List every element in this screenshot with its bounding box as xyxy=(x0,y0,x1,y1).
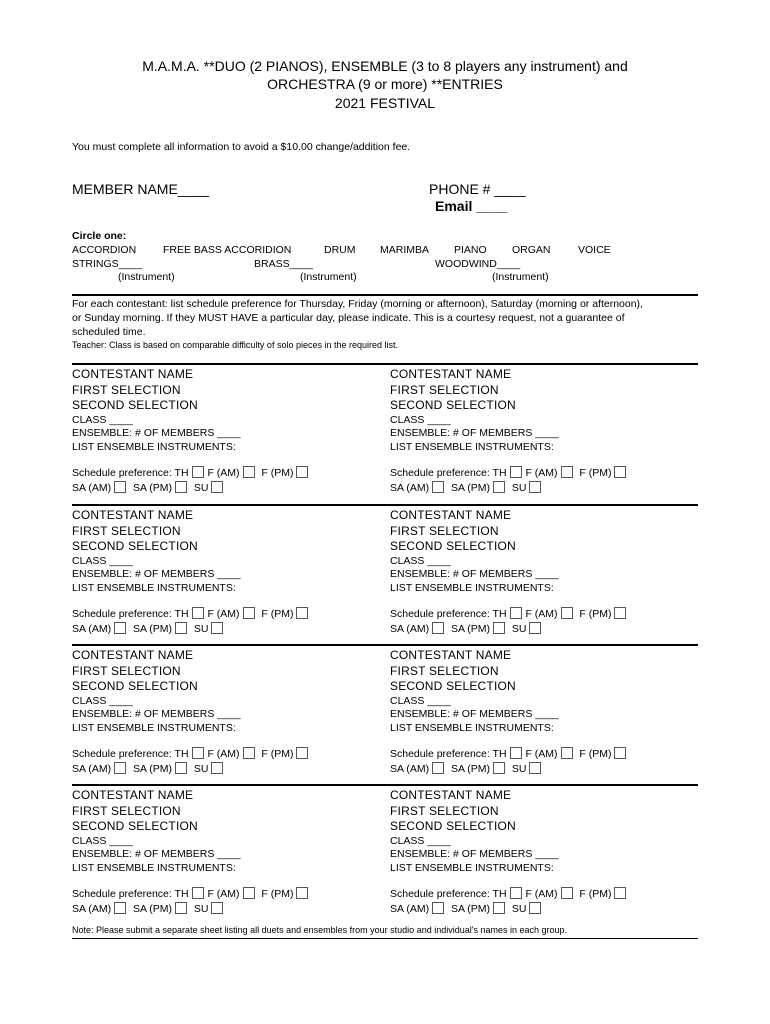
ensemble-instruments-field[interactable]: LIST ENSEMBLE INSTRUMENTS: xyxy=(390,721,554,734)
ensemble-instruments-field[interactable]: LIST ENSEMBLE INSTRUMENTS: xyxy=(390,861,554,874)
schedule-su-label: SU xyxy=(193,622,209,635)
schedule-su-label: SU xyxy=(511,762,527,775)
schedule-th-label: Schedule preference: TH xyxy=(72,608,189,620)
schedule-preference-row-1 xyxy=(390,607,700,622)
second-selection-field[interactable]: SECOND SELECTION xyxy=(72,679,198,693)
schedule-sa-pm-label: SA (PM) xyxy=(132,481,173,494)
ensemble-instruments-field[interactable]: LIST ENSEMBLE INSTRUMENTS: xyxy=(72,440,236,453)
schedule-sa-am-label: SA (AM) xyxy=(390,481,430,494)
ensemble-members-field[interactable]: ENSEMBLE: # OF MEMBERS ____ xyxy=(72,568,241,580)
schedule-su-checkbox[interactable] xyxy=(529,902,541,914)
schedule-preference-row-1 xyxy=(72,466,382,481)
schedule-f-pm-label: F (PM) xyxy=(261,467,294,479)
divider xyxy=(72,644,698,646)
schedule-f-pm-checkbox[interactable] xyxy=(614,466,626,478)
schedule-sa-pm-label: SA (PM) xyxy=(132,902,173,915)
schedule-sa-pm-checkbox[interactable] xyxy=(493,481,505,493)
instructions-line-3: scheduled time. xyxy=(72,326,146,338)
schedule-th-label: Schedule preference: TH xyxy=(390,467,507,479)
instrument-option-voice[interactable]: VOICE xyxy=(578,244,611,256)
contestant-name-field[interactable]: CONTESTANT NAME xyxy=(72,648,194,662)
schedule-preference-row-2 xyxy=(390,622,700,637)
schedule-su-checkbox[interactable] xyxy=(211,902,223,914)
schedule-f-am-checkbox[interactable] xyxy=(561,887,573,899)
schedule-th-checkbox[interactable] xyxy=(510,887,522,899)
schedule-th-label: Schedule preference: TH xyxy=(390,888,507,900)
contestant-entry xyxy=(72,648,382,776)
schedule-f-pm-label: F (PM) xyxy=(261,748,294,760)
instrument-option-organ[interactable]: ORGAN xyxy=(512,244,551,256)
ensemble-members-field[interactable]: ENSEMBLE: # OF MEMBERS ____ xyxy=(390,708,559,720)
schedule-f-am-label: F (AM) xyxy=(207,888,240,900)
ensemble-members-field[interactable]: ENSEMBLE: # OF MEMBERS ____ xyxy=(72,427,241,439)
schedule-f-am-label: F (AM) xyxy=(207,467,240,479)
ensemble-members-field[interactable]: ENSEMBLE: # OF MEMBERS ____ xyxy=(72,848,241,860)
schedule-sa-am-checkbox[interactable] xyxy=(114,902,126,914)
instructions-line-2: or Sunday morning. If they MUST HAVE a particular day, please indicate. This is a courtesy request, not a guarantee of xyxy=(72,312,625,324)
schedule-f-pm-label: F (PM) xyxy=(261,888,294,900)
contestant-name-field[interactable]: CONTESTANT NAME xyxy=(390,508,512,522)
schedule-sa-pm-label: SA (PM) xyxy=(450,902,491,915)
contestant-entry xyxy=(72,367,382,495)
class-field[interactable]: CLASS ____ xyxy=(390,554,451,567)
divider xyxy=(72,363,698,365)
first-selection-field[interactable]: FIRST SELECTION xyxy=(390,663,499,678)
spacer xyxy=(72,454,382,466)
contestant-entry xyxy=(390,788,700,916)
phone-field[interactable]: PHONE # ____ xyxy=(429,181,526,197)
spacer xyxy=(72,595,382,607)
schedule-f-pm-label: F (PM) xyxy=(579,748,612,760)
schedule-su-label: SU xyxy=(511,622,527,635)
schedule-sa-pm-label: SA (PM) xyxy=(450,622,491,635)
ensemble-instruments-field[interactable]: LIST ENSEMBLE INSTRUMENTS: xyxy=(72,721,236,734)
ensemble-members-field[interactable]: ENSEMBLE: # OF MEMBERS ____ xyxy=(72,708,241,720)
spacer xyxy=(390,595,700,607)
schedule-f-am-label: F (AM) xyxy=(207,748,240,760)
divider xyxy=(72,294,698,296)
ensemble-instruments-field[interactable]: LIST ENSEMBLE INSTRUMENTS: xyxy=(72,581,236,594)
teacher-note: Teacher: Class is based on comparable difficulty of solo pieces in the required list. xyxy=(72,340,399,350)
schedule-th-checkbox[interactable] xyxy=(510,607,522,619)
schedule-f-pm-label: F (PM) xyxy=(579,608,612,620)
schedule-th-label: Schedule preference: TH xyxy=(72,467,189,479)
schedule-f-am-checkbox[interactable] xyxy=(243,607,255,619)
class-field[interactable]: CLASS ____ xyxy=(72,413,133,426)
schedule-f-am-label: F (AM) xyxy=(207,608,240,620)
class-field[interactable]: CLASS ____ xyxy=(72,554,133,567)
schedule-f-am-checkbox[interactable] xyxy=(243,747,255,759)
schedule-th-label: Schedule preference: TH xyxy=(390,608,507,620)
schedule-f-am-checkbox[interactable] xyxy=(243,466,255,478)
schedule-su-checkbox[interactable] xyxy=(529,762,541,774)
second-selection-field[interactable]: SECOND SELECTION xyxy=(72,398,198,412)
schedule-f-pm-label: F (PM) xyxy=(261,608,294,620)
spacer xyxy=(72,735,382,747)
schedule-sa-am-checkbox[interactable] xyxy=(432,622,444,634)
schedule-su-label: SU xyxy=(511,481,527,494)
class-field[interactable]: CLASS ____ xyxy=(390,694,451,707)
first-selection-field[interactable]: FIRST SELECTION xyxy=(390,803,499,818)
contestant-name-field[interactable]: CONTESTANT NAME xyxy=(390,367,512,381)
first-selection-field[interactable]: FIRST SELECTION xyxy=(72,523,181,538)
spacer xyxy=(390,875,700,887)
schedule-sa-pm-checkbox[interactable] xyxy=(175,481,187,493)
schedule-preference-row-2 xyxy=(72,481,382,496)
contestant-name-field[interactable]: CONTESTANT NAME xyxy=(72,788,194,802)
schedule-th-label: Schedule preference: TH xyxy=(390,748,507,760)
spacer xyxy=(390,735,700,747)
schedule-su-checkbox[interactable] xyxy=(529,622,541,634)
schedule-sa-am-label: SA (AM) xyxy=(390,902,430,915)
schedule-preference-row-2 xyxy=(72,762,382,777)
second-selection-field[interactable]: SECOND SELECTION xyxy=(72,539,198,553)
second-selection-field[interactable]: SECOND SELECTION xyxy=(390,819,516,833)
first-selection-field[interactable]: FIRST SELECTION xyxy=(72,382,181,397)
schedule-su-label: SU xyxy=(193,902,209,915)
ensemble-instruments-field[interactable]: LIST ENSEMBLE INSTRUMENTS: xyxy=(72,861,236,874)
schedule-sa-pm-checkbox[interactable] xyxy=(175,762,187,774)
schedule-su-label: SU xyxy=(193,481,209,494)
schedule-f-am-label: F (AM) xyxy=(525,608,558,620)
first-selection-field[interactable]: FIRST SELECTION xyxy=(390,523,499,538)
schedule-sa-pm-label: SA (PM) xyxy=(132,622,173,635)
ensemble-members-field[interactable]: ENSEMBLE: # OF MEMBERS ____ xyxy=(390,568,559,580)
instrument-option-piano[interactable]: PIANO xyxy=(454,244,487,256)
footer-note: Note: Please submit a separate sheet listing all duets and ensembles from your studio and individual's names in each group. xyxy=(72,925,567,935)
schedule-sa-am-checkbox[interactable] xyxy=(114,481,126,493)
schedule-sa-am-label: SA (AM) xyxy=(72,481,112,494)
form-title-line-2: ORCHESTRA (9 or more) **ENTRIES xyxy=(267,76,503,92)
schedule-th-checkbox[interactable] xyxy=(510,466,522,478)
schedule-f-am-checkbox[interactable] xyxy=(243,887,255,899)
schedule-f-pm-checkbox[interactable] xyxy=(296,607,308,619)
member-name-field[interactable]: MEMBER NAME____ xyxy=(72,181,209,197)
circle-one-heading: Circle one: xyxy=(72,230,127,242)
instrument-option-free-bass-accordion[interactable]: FREE BASS ACCORIDION xyxy=(163,244,292,256)
schedule-f-am-checkbox[interactable] xyxy=(561,466,573,478)
schedule-sa-am-checkbox[interactable] xyxy=(432,481,444,493)
schedule-preference-row-1 xyxy=(72,607,382,622)
schedule-preference-row-1 xyxy=(390,887,700,902)
schedule-th-label: Schedule preference: TH xyxy=(72,888,189,900)
contestant-entry xyxy=(72,788,382,916)
schedule-su-label: SU xyxy=(511,902,527,915)
schedule-f-pm-checkbox[interactable] xyxy=(296,747,308,759)
first-selection-field[interactable]: FIRST SELECTION xyxy=(72,663,181,678)
instrument-option-marimba[interactable]: MARIMBA xyxy=(380,244,430,256)
second-selection-field[interactable]: SECOND SELECTION xyxy=(390,539,516,553)
schedule-sa-pm-checkbox[interactable] xyxy=(175,902,187,914)
schedule-sa-am-label: SA (AM) xyxy=(72,762,112,775)
instrument-option-woodwind[interactable]: WOODWIND____ xyxy=(435,258,521,270)
contestant-name-field[interactable]: CONTESTANT NAME xyxy=(390,788,512,802)
second-selection-field[interactable]: SECOND SELECTION xyxy=(390,679,516,693)
contestant-entry xyxy=(390,367,700,495)
schedule-f-am-checkbox[interactable] xyxy=(561,747,573,759)
contestant-name-field[interactable]: CONTESTANT NAME xyxy=(390,648,512,662)
ensemble-members-field[interactable]: ENSEMBLE: # OF MEMBERS ____ xyxy=(390,427,559,439)
schedule-f-pm-checkbox[interactable] xyxy=(614,607,626,619)
schedule-preference-row-2 xyxy=(72,622,382,637)
schedule-sa-am-checkbox[interactable] xyxy=(114,622,126,634)
divider xyxy=(72,504,698,506)
schedule-preference-row-2 xyxy=(390,762,700,777)
divider xyxy=(72,784,698,786)
schedule-th-checkbox[interactable] xyxy=(192,466,204,478)
schedule-f-am-label: F (AM) xyxy=(525,748,558,760)
schedule-f-pm-label: F (PM) xyxy=(579,888,612,900)
divider xyxy=(72,938,698,939)
fee-notice: You must complete all information to avoid a $10.00 change/addition fee. xyxy=(72,141,411,153)
schedule-sa-pm-checkbox[interactable] xyxy=(493,622,505,634)
instrument-option-strings[interactable]: STRINGS____ xyxy=(72,258,143,270)
second-selection-field[interactable]: SECOND SELECTION xyxy=(390,398,516,412)
schedule-su-checkbox[interactable] xyxy=(529,481,541,493)
schedule-f-pm-checkbox[interactable] xyxy=(296,887,308,899)
schedule-sa-pm-label: SA (PM) xyxy=(450,762,491,775)
schedule-su-checkbox[interactable] xyxy=(211,622,223,634)
instrument-caption-brass: (Instrument) xyxy=(300,271,357,283)
schedule-su-label: SU xyxy=(193,762,209,775)
schedule-th-checkbox[interactable] xyxy=(192,747,204,759)
first-selection-field[interactable]: FIRST SELECTION xyxy=(72,803,181,818)
instrument-option-drum[interactable]: DRUM xyxy=(324,244,356,256)
contestant-entry xyxy=(72,508,382,636)
instrument-option-brass[interactable]: BRASS____ xyxy=(254,258,313,270)
second-selection-field[interactable]: SECOND SELECTION xyxy=(72,819,198,833)
instrument-caption-woodwind: (Instrument) xyxy=(492,271,549,283)
email-field[interactable]: Email ____ xyxy=(435,198,508,214)
contestant-name-field[interactable]: CONTESTANT NAME xyxy=(72,367,194,381)
schedule-th-checkbox[interactable] xyxy=(192,887,204,899)
schedule-sa-am-checkbox[interactable] xyxy=(432,902,444,914)
ensemble-instruments-field[interactable]: LIST ENSEMBLE INSTRUMENTS: xyxy=(390,440,554,453)
instrument-caption-strings: (Instrument) xyxy=(118,271,175,283)
schedule-sa-pm-checkbox[interactable] xyxy=(175,622,187,634)
schedule-f-am-label: F (AM) xyxy=(525,467,558,479)
instructions-line-1: For each contestant: list schedule preference for Thursday, Friday (morning or afternoon), Saturday (morning or afternoon), xyxy=(72,298,643,310)
class-field[interactable]: CLASS ____ xyxy=(390,413,451,426)
class-field[interactable]: CLASS ____ xyxy=(72,834,133,847)
schedule-preference-row-2 xyxy=(390,481,700,496)
schedule-f-pm-checkbox[interactable] xyxy=(614,747,626,759)
schedule-sa-am-label: SA (AM) xyxy=(390,762,430,775)
schedule-su-checkbox[interactable] xyxy=(211,481,223,493)
schedule-f-pm-label: F (PM) xyxy=(579,467,612,479)
schedule-th-label: Schedule preference: TH xyxy=(72,748,189,760)
contestant-entry xyxy=(390,648,700,776)
schedule-th-checkbox[interactable] xyxy=(192,607,204,619)
schedule-sa-am-label: SA (AM) xyxy=(72,622,112,635)
class-field[interactable]: CLASS ____ xyxy=(72,694,133,707)
schedule-preference-row-1 xyxy=(390,747,700,762)
schedule-sa-pm-checkbox[interactable] xyxy=(493,762,505,774)
schedule-sa-pm-label: SA (PM) xyxy=(450,481,491,494)
form-title-line-3: 2021 FESTIVAL xyxy=(334,95,436,111)
schedule-sa-pm-label: SA (PM) xyxy=(132,762,173,775)
schedule-sa-am-checkbox[interactable] xyxy=(114,762,126,774)
schedule-sa-am-label: SA (AM) xyxy=(72,902,112,915)
schedule-preference-row-2 xyxy=(72,902,382,917)
schedule-preference-row-1 xyxy=(72,747,382,762)
ensemble-instruments-field[interactable]: LIST ENSEMBLE INSTRUMENTS: xyxy=(390,581,554,594)
schedule-preference-row-1 xyxy=(72,887,382,902)
spacer xyxy=(390,454,700,466)
schedule-f-am-checkbox[interactable] xyxy=(561,607,573,619)
schedule-preference-row-1 xyxy=(390,466,700,481)
instrument-option-accordion[interactable]: ACCORDION xyxy=(72,244,137,256)
schedule-th-checkbox[interactable] xyxy=(510,747,522,759)
schedule-f-am-label: F (AM) xyxy=(525,888,558,900)
spacer xyxy=(72,875,382,887)
schedule-preference-row-2 xyxy=(390,902,700,917)
ensemble-members-field[interactable]: ENSEMBLE: # OF MEMBERS ____ xyxy=(390,848,559,860)
schedule-f-pm-checkbox[interactable] xyxy=(296,466,308,478)
contestant-name-field[interactable]: CONTESTANT NAME xyxy=(72,508,194,522)
schedule-sa-am-label: SA (AM) xyxy=(390,622,430,635)
schedule-sa-pm-checkbox[interactable] xyxy=(493,902,505,914)
schedule-sa-am-checkbox[interactable] xyxy=(432,762,444,774)
first-selection-field[interactable]: FIRST SELECTION xyxy=(390,382,499,397)
contestant-entry xyxy=(390,508,700,636)
form-title-line-1: M.A.M.A. **DUO (2 PIANOS), ENSEMBLE (3 to 8 players any instrument) and xyxy=(142,58,628,74)
schedule-su-checkbox[interactable] xyxy=(211,762,223,774)
class-field[interactable]: CLASS ____ xyxy=(390,834,451,847)
schedule-f-pm-checkbox[interactable] xyxy=(614,887,626,899)
